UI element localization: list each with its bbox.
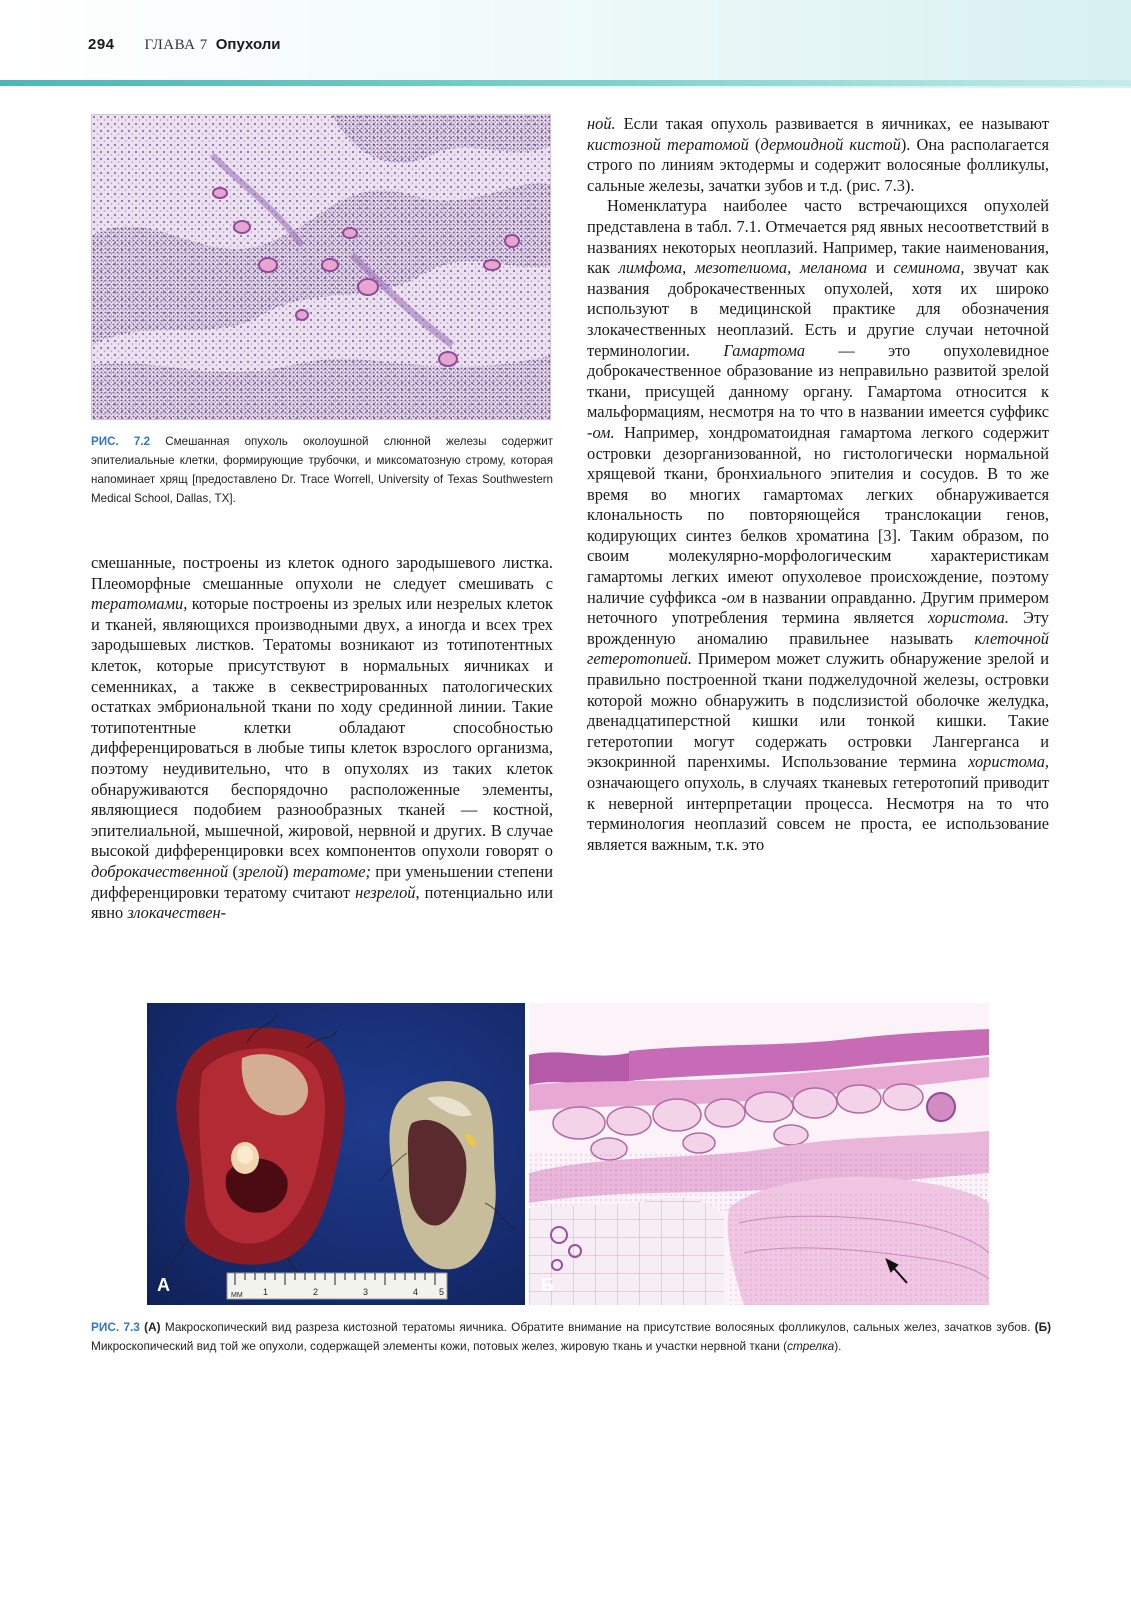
caption-italic: стрелка xyxy=(787,1339,835,1353)
text-run: — это опухолевидное доброкачественное образование из неправильно развитой зрелой ткани, присущей данному органу. Гамартома относится к мальформациям, несмотря на то что в названии имеется суффикс xyxy=(587,340,1049,422)
figure-7-3-panel-b xyxy=(529,1003,989,1305)
italic-term: зрелой xyxy=(237,861,284,881)
figure-7-2-micrograph xyxy=(91,114,551,420)
figure-7-2-caption xyxy=(91,432,553,508)
caption-text-b: Микроскопический вид той же опухоли, содержащей элементы кожи, потовых желез, жировую ткань и участки нервной ткани ( xyxy=(91,1339,788,1353)
ruler-number-1: 1 xyxy=(263,1287,269,1297)
panel-a-letter: А xyxy=(157,1275,170,1295)
italic-term: лимфома, мезотелиома, меланома xyxy=(618,258,868,278)
text-run: которые построены из зрелых или незрелых клеток и тканей, являющихся производными двух, а иногда и всех трех зародышевых листков. Тератомы возникают из тотипотентных клеток, которые присутствуют в нормальных яичниках и семенниках, а также в секвестрированных патологических остатках эмбриональной ткани по ходу срединной линии. Такие тотипотентные клетки обладают способностью дифференцироваться в любые типы клеток взрослого организма, поэтому неудивительно, что в опухолях из таких клеток обнаруживаются беспорядочно расположенные элементы, являющиеся подобием разнообразных тканей — костной, эпителиальной, мышечной, жировой, нервной и других. В случае высокой дифференцировки всех компонентов опухоли говорят о xyxy=(91,594,553,861)
text-run: ). Она располагается строго по линиям эктодермы и содержит волосяные фолликулы, сальные железы, зачатки зубов и т.д. (рис. 7.3). xyxy=(587,134,1049,195)
header-rule xyxy=(0,80,1131,86)
caption-text-a: Макроскопический вид разреза кистозной тератомы яичника. Обратите внимание на присутствие волосяных фолликулов, сальных желез, зачатков зубов. xyxy=(160,1320,1035,1334)
italic-term: ной. xyxy=(587,114,616,133)
text-run: Например, хондроматоидная гамартома легкого содержит островки дезорганизованной, но гистологически нормальной хрящевой ткани, бронхиального эпителия и сосудов. В то же время во многих гамартомах легких обнаруживается клональность по повторяющейся транслокации генов, кодирующих синтез белков хроматина [3]. Таким образом, по своим молекулярно-морфологическим характеристикам гамартомы легких имеют опухолевое происхождение, поэтому наличие суффикса xyxy=(587,422,1049,607)
text-run: ( xyxy=(228,861,238,881)
ruler-number-2: 2 xyxy=(313,1287,319,1297)
caption-label: РИС. 7.2 xyxy=(91,435,151,448)
italic-term: Гамартома xyxy=(723,340,806,360)
caption-label: РИС. 7.3 xyxy=(91,1320,140,1334)
text-run: и xyxy=(867,258,894,278)
italic-term: дермоидной кистой xyxy=(760,134,901,154)
right-paragraph-2 xyxy=(587,196,1049,855)
text-run: означающего опухоль, в случаях тканевых гетеротопий приводит к неверной интерпретации процесса. Несмотря на то что терминология неоплазий совсем не проста, ее использование является важным, т.к. это xyxy=(587,773,1049,854)
italic-term: незрелой xyxy=(355,882,416,902)
text-run: в названии оправданно. Другим примером неточного употребления термина является xyxy=(587,587,1049,628)
right-column xyxy=(587,114,1049,855)
italic-term: семинома, xyxy=(893,258,965,278)
chapter-title: Опухоли xyxy=(215,36,281,53)
text-run: Примером может служить обнаружение зрелой и правильно построенной ткани поджелудочной железы, островки которой можно обнаружить в подслизистой оболочке желудка, двенадцатиперстной кишки или тонкой кишки. Такие гетеротопии могут содержать островки Лангерганса и экзокринной паренхимы. Использование термина xyxy=(587,649,1049,772)
ruler-number-5: 5 xyxy=(439,1287,445,1297)
italic-term: доброкачественной xyxy=(91,861,229,881)
caption-text-end: ). xyxy=(834,1339,842,1353)
skin-micrograph-image xyxy=(529,1003,989,1305)
gross-specimen-image xyxy=(147,1003,525,1305)
text-run: смешанные, построены из клеток одного зародышевого листка. Плеоморфные смешанные опухоли не следует смешивать с xyxy=(91,553,553,593)
right-paragraph-1 xyxy=(587,114,1049,196)
page-number: 294 xyxy=(88,36,115,53)
text-run: Эту врожденную аномалию правильнее называть xyxy=(587,608,1050,648)
ruler-number-3: 3 xyxy=(363,1287,369,1297)
left-column xyxy=(91,553,553,924)
italic-term: злокачествен- xyxy=(127,903,227,923)
left-paragraph xyxy=(91,553,553,924)
italic-term: кистозной тератомой xyxy=(587,134,749,154)
ruler-unit: ММ xyxy=(231,1292,243,1299)
italic-term: -ом xyxy=(721,587,745,607)
text-run: при уменьшении степени дифференцировки тератому считают xyxy=(91,861,553,902)
text-run: , потенциально или явно xyxy=(91,882,553,923)
text-run: Если такая опухоль развивается в яичниках, ее называют xyxy=(615,114,1049,133)
italic-term: хористома. xyxy=(928,608,1009,628)
figure-7-3-caption xyxy=(91,1318,1051,1356)
ruler-number-4: 4 xyxy=(413,1287,419,1297)
micrograph-image xyxy=(92,115,551,420)
italic-term: -ом. xyxy=(587,422,615,442)
italic-term: тератоме; xyxy=(292,861,371,881)
caption-marker-a: (А) xyxy=(144,1320,161,1334)
text-run: ) xyxy=(283,861,293,881)
italic-term: клеточной гетеротопией. xyxy=(587,628,1049,669)
text-run: звучат как названия доброкачественных опухолей, хотя их широко используют в медицинской практике для обозначения злокачественных неоплазий. Есть и другие случаи неточной терминологии. xyxy=(587,258,1049,360)
running-head xyxy=(0,0,1131,88)
italic-term: хористома, xyxy=(968,752,1049,772)
caption-text: Смешанная опухоль околоушной слюнной железы содержит эпителиальные клетки, формирующие трубочки, и миксоматозную строму, которая напоминает хрящ [предоставлено Dr. Trace Worrell, University of Texas Southwestern Medical School, Dallas, TX]. xyxy=(91,435,553,505)
chapter-label: ГЛАВА 7 xyxy=(144,37,208,53)
panel-b-letter: Б xyxy=(541,1275,554,1295)
figure-7-3-panel-a xyxy=(147,1003,525,1305)
text-run: Номенклатура наиболее часто встречающихся опухолей представлена в табл. 7.1. Отмечается ряд явных несоответствий в названиях некоторых неоплазий. Например, такие наименования, как xyxy=(587,196,1049,278)
italic-term: тератомами, xyxy=(91,594,188,614)
header-row xyxy=(88,36,281,54)
caption-marker-b: (Б) xyxy=(1034,1320,1052,1334)
text-run: ( xyxy=(748,134,761,154)
